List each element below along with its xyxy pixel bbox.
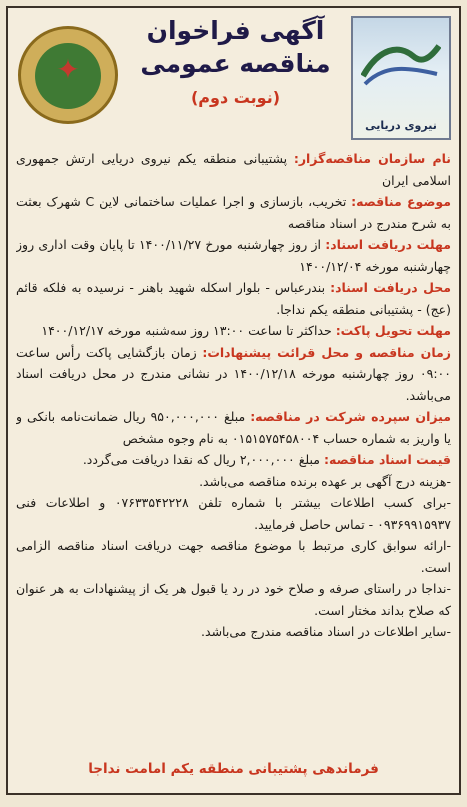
section-label: محل دریافت اسناد: [330, 280, 451, 295]
section-envelope-deadline [16, 320, 451, 342]
note-item: -هزینه درج آگهی بر عهده برنده مناقصه می‌باشد. [199, 473, 451, 489]
note-item: -سایر اطلاعات در اسناد مناقصه مندرج می‌باشد. [201, 624, 451, 639]
section-label: نام سازمان مناقصه‌گزار: [293, 151, 451, 166]
tender-notice [6, 6, 461, 795]
section-label: مهلت دریافت اسناد: [325, 237, 451, 252]
section-label: موضوع مناقصه: [351, 194, 451, 209]
section-text: مبلغ ۹۵۰,۰۰۰,۰۰۰ ریال ضمانت‌نامه بانکی و یا واریز به شماره حساب ۰۱۵۱۵۷۵۴۵۸۰۰۴ به نام وجوه مشخص [16, 409, 451, 446]
section-doc-location [16, 277, 451, 320]
section-text: حداکثر تا ساعت ۱۳:۰۰ روز سه‌شنبه مورخه ۱۴۰۰/۱۲/۱۷ [41, 323, 336, 338]
army-emblem-icon: ✦ [18, 26, 118, 124]
section-organization [16, 148, 451, 191]
section-doc-deadline [16, 234, 451, 277]
section-text: پشتیبانی منطقه یکم نیروی دریایی ارتش جمهوری اسلامی ایران [16, 151, 451, 188]
note-item: -ارائه سوابق کاری مرتبط با موضوع مناقصه جهت دریافت اسناد مناقصه الزامی است. [16, 538, 451, 575]
section-text: مبلغ ۲,۰۰۰,۰۰۰ ریال که نقدا دریافت می‌گردد. [82, 452, 324, 467]
section-text: زمان بازگشایی پاکت رأس ساعت ۰۹:۰۰ روز چهارشنبه مورخه ۱۴۰۰/۱۲/۱۸ در نشانی مندرج در محل دریافت اسناد می‌باشد. [16, 344, 451, 403]
notice-header [8, 8, 459, 143]
section-label: زمان مناقصه و محل قرائت پیشنهادات: [202, 344, 451, 360]
navy-logo [351, 16, 451, 140]
notice-title: آگهی فراخوان [146, 16, 325, 45]
note-item: -برای کسب اطلاعات بیشتر با شماره تلفن ۰۷۶۳۳۵۴۲۲۲۸ و اطلاعات فنی ۰۹۳۶۹۹۱۵۹۳۷ - تماس حاصل فرمایید. [16, 495, 451, 532]
section-label: مهلت تحویل پاکت: [335, 323, 451, 338]
note-item: -نداجا در راستای صرفه و صلاح خود در رد یا قبول هر یک از پیشنهادات به هر عنوان که صلاح بداند مختار است. [16, 581, 451, 618]
logo-caption: نیروی دریایی [365, 119, 437, 132]
section-label: میزان سپرده شرکت در مناقصه: [250, 409, 451, 424]
section-text: از روز چهارشنبه مورخ ۱۴۰۰/۱۱/۲۷ تا پایان وقت اداری روز چهارشنبه مورخه ۱۴۰۰/۱۲/۰۴ [16, 237, 451, 274]
section-doc-price [16, 449, 451, 471]
footer-signature: فرماندهی پشتیبانی منطقه یکم امامت نداجا [88, 761, 379, 777]
section-text: تخریب، بازسازی و اجرا عملیات ساختمانی لاین C شهرک بعثت به شرح مندرج در اسناد مناقصه [16, 194, 451, 231]
section-deposit [16, 406, 451, 449]
section-opening-time [16, 342, 451, 407]
notice-body [16, 148, 451, 757]
title-block [128, 14, 343, 107]
wave-icon [361, 36, 441, 90]
edition-label: (نوبت دوم) [190, 88, 281, 107]
section-subject [16, 191, 451, 234]
section-text: بندرعباس - بلوار اسکله شهید باهنر - نرسیده به فلکه قائم (عج) - پشتیبانی منطقه یکم نداجا. [16, 280, 451, 317]
notice-subtitle: مناقصه عمومی [140, 49, 331, 78]
section-label: قیمت اسناد مناقصه: [323, 452, 451, 467]
